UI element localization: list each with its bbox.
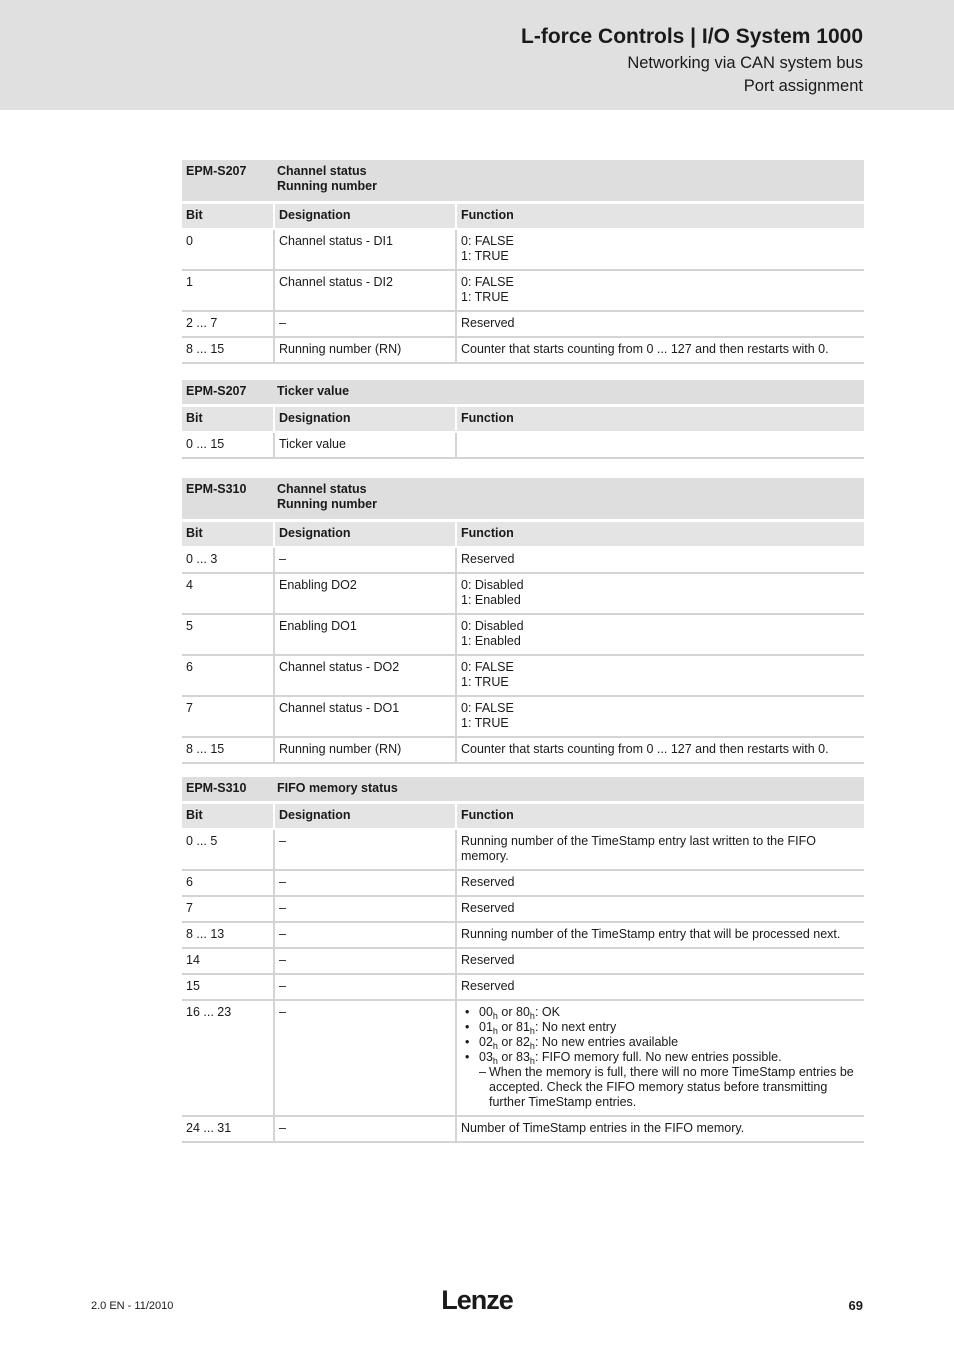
cell-designation: – [273, 897, 455, 923]
cell-function [455, 697, 864, 738]
table-row [182, 615, 864, 656]
cell-bit: 8 ... 15 [182, 738, 273, 764]
table-title-row [182, 478, 864, 522]
cell-designation: Channel status - DO1 [273, 697, 455, 738]
document-title: L-force Controls | I/O System 1000 [521, 25, 863, 48]
cell-function [455, 574, 864, 615]
cell-function [455, 271, 864, 312]
cell-function: Reserved [455, 312, 864, 338]
cell-bit: 14 [182, 949, 273, 975]
cell-bit: 0 [182, 230, 273, 271]
cell-bit: 5 [182, 615, 273, 656]
table-header-row [182, 204, 864, 230]
or-word: or [501, 1020, 513, 1034]
col-header-bit: Bit [182, 407, 273, 433]
section-title: Port assignment [743, 77, 863, 95]
table-caption: FIFO memory status [273, 777, 864, 804]
cell-bit: 7 [182, 897, 273, 923]
cell-designation: Channel status - DI2 [273, 271, 455, 312]
col-header-function: Function [455, 804, 864, 830]
hex-suffix: h [492, 1056, 498, 1066]
function-line: 0: FALSE [461, 234, 514, 248]
cell-function [455, 230, 864, 271]
hex-suffix: h [529, 1011, 535, 1021]
table-row [182, 548, 864, 574]
function-line: 1: TRUE [461, 290, 509, 304]
table-caption [273, 160, 864, 204]
table-row [182, 1001, 864, 1117]
col-header-designation: Designation [273, 407, 455, 433]
col-header-bit: Bit [182, 204, 273, 230]
hex-code: 81 [516, 1020, 530, 1034]
hex-suffix: h [529, 1026, 535, 1036]
col-header-bit: Bit [182, 804, 273, 830]
table-row [182, 923, 864, 949]
col-header-designation: Designation [273, 804, 455, 830]
table-epm-s207-channel-status [182, 160, 864, 364]
table-row [182, 656, 864, 697]
cell-designation: Enabling DO1 [273, 615, 455, 656]
function-line: 1: TRUE [461, 249, 509, 263]
cell-designation: – [273, 975, 455, 1001]
cell-designation: Running number (RN) [273, 338, 455, 364]
hex-suffix: h [529, 1056, 535, 1066]
table-row [182, 433, 864, 459]
code-meaning: : OK [534, 1005, 560, 1019]
version-label: 2.0 EN - 11/2010 [91, 1300, 174, 1312]
cell-designation: – [273, 949, 455, 975]
function-line: 0: Disabled [461, 578, 524, 592]
table-id: EPM-S207 [182, 160, 273, 204]
table-title-row [182, 380, 864, 407]
cell-designation: – [273, 548, 455, 574]
hex-code: 03 [479, 1050, 493, 1064]
cell-bit: 0 ... 5 [182, 830, 273, 871]
list-item [461, 1035, 860, 1050]
cell-function: Reserved [455, 548, 864, 574]
table-title-row [182, 777, 864, 804]
col-header-function: Function [455, 522, 864, 548]
hex-suffix: h [529, 1041, 535, 1051]
caption-line: Running number [277, 179, 377, 193]
table-row [182, 830, 864, 871]
cell-designation: – [273, 1117, 455, 1143]
cell-function: Reserved [455, 975, 864, 1001]
cell-designation: – [273, 1001, 455, 1117]
col-header-function: Function [455, 407, 864, 433]
cell-function [455, 615, 864, 656]
cell-function: Running number of the TimeStamp entry last written to the FIFO memory. [455, 830, 864, 871]
cell-bit: 8 ... 13 [182, 923, 273, 949]
table-title-row [182, 160, 864, 204]
logo-wordmark: Lenze [441, 1285, 513, 1315]
cell-function: Reserved [455, 949, 864, 975]
page-number: 69 [848, 1298, 863, 1313]
list-item [461, 1020, 860, 1035]
or-word: or [501, 1035, 513, 1049]
cell-function: Number of TimeStamp entries in the FIFO memory. [455, 1117, 864, 1143]
cell-designation: Ticker value [273, 433, 455, 459]
page-header [0, 0, 954, 110]
code-meaning: : No new entries available [534, 1035, 679, 1049]
table-row [182, 697, 864, 738]
cell-function [455, 656, 864, 697]
cell-function [455, 433, 864, 459]
hex-code: 01 [479, 1020, 493, 1034]
caption-line: Running number [277, 497, 377, 511]
function-line: 1: Enabled [461, 593, 521, 607]
table-header-row [182, 804, 864, 830]
hex-suffix: h [492, 1011, 498, 1021]
function-line: 1: TRUE [461, 675, 509, 689]
table-row [182, 312, 864, 338]
list-item [461, 1005, 860, 1020]
cell-function [455, 1001, 864, 1117]
function-line: 0: FALSE [461, 660, 514, 674]
cell-bit: 24 ... 31 [182, 1117, 273, 1143]
cell-bit: 6 [182, 871, 273, 897]
hex-suffix: h [492, 1041, 498, 1051]
table-id: EPM-S207 [182, 380, 273, 407]
hex-code: 83 [516, 1050, 530, 1064]
col-header-designation: Designation [273, 204, 455, 230]
cell-bit: 6 [182, 656, 273, 697]
col-header-designation: Designation [273, 522, 455, 548]
cell-function: Reserved [455, 897, 864, 923]
table-row [182, 738, 864, 764]
hex-code: 00 [479, 1005, 493, 1019]
hex-code: 80 [516, 1005, 530, 1019]
table-row [182, 230, 864, 271]
code-meaning: : FIFO memory full. No new entries possible. [534, 1050, 782, 1064]
function-line: 1: Enabled [461, 634, 521, 648]
cell-bit: 8 ... 15 [182, 338, 273, 364]
cell-designation: – [273, 830, 455, 871]
table-row [182, 975, 864, 1001]
caption-line: Channel status [277, 482, 367, 496]
table-caption [273, 478, 864, 522]
col-header-function: Function [455, 204, 864, 230]
table-epm-s310-fifo-memory-status [182, 777, 864, 1143]
hex-code: 02 [479, 1035, 493, 1049]
cell-bit: 4 [182, 574, 273, 615]
cell-designation: – [273, 923, 455, 949]
caption-line: Channel status [277, 164, 367, 178]
list-item [461, 1050, 860, 1065]
function-line: 1: TRUE [461, 716, 509, 730]
table-header-row [182, 522, 864, 548]
cell-designation: Channel status - DO2 [273, 656, 455, 697]
lenze-logo [438, 1285, 516, 1315]
cell-bit: 0 ... 3 [182, 548, 273, 574]
table-id: EPM-S310 [182, 478, 273, 522]
cell-function: Counter that starts counting from 0 ... 127 and then restarts with 0. [455, 738, 864, 764]
or-word: or [501, 1005, 513, 1019]
code-meaning: : No next entry [534, 1020, 617, 1034]
table-row [182, 897, 864, 923]
dash-marker: – [479, 1065, 486, 1079]
hex-code: 82 [516, 1035, 530, 1049]
cell-bit: 1 [182, 271, 273, 312]
hex-suffix: h [492, 1026, 498, 1036]
status-code-list [461, 1005, 860, 1065]
cell-designation: Running number (RN) [273, 738, 455, 764]
cell-designation: – [273, 312, 455, 338]
table-row [182, 338, 864, 364]
col-header-bit: Bit [182, 522, 273, 548]
cell-designation: Channel status - DI1 [273, 230, 455, 271]
cell-bit: 16 ... 23 [182, 1001, 273, 1117]
note-text: When the memory is full, there will no more TimeStamp entries be accepted. Check the FIFO memory status before transmitting further TimeStamp entries. [489, 1065, 854, 1109]
table-id: EPM-S310 [182, 777, 273, 804]
cell-function: Counter that starts counting from 0 ... 127 and then restarts with 0. [455, 338, 864, 364]
table-caption: Ticker value [273, 380, 864, 407]
table-row [182, 1117, 864, 1143]
cell-function: Running number of the TimeStamp entry that will be processed next. [455, 923, 864, 949]
cell-bit: 15 [182, 975, 273, 1001]
function-line: 0: FALSE [461, 701, 514, 715]
or-word: or [501, 1050, 513, 1064]
function-line: 0: Disabled [461, 619, 524, 633]
table-row [182, 271, 864, 312]
cell-bit: 0 ... 15 [182, 433, 273, 459]
table-row [182, 871, 864, 897]
table-epm-s310-channel-status [182, 478, 864, 764]
chapter-title: Networking via CAN system bus [627, 54, 863, 72]
cell-designation: – [273, 871, 455, 897]
table-row [182, 949, 864, 975]
memory-full-note [461, 1065, 860, 1110]
table-row [182, 574, 864, 615]
cell-function: Reserved [455, 871, 864, 897]
function-line: 0: FALSE [461, 275, 514, 289]
table-epm-s207-ticker-value [182, 380, 864, 459]
table-header-row [182, 407, 864, 433]
cell-designation: Enabling DO2 [273, 574, 455, 615]
cell-bit: 7 [182, 697, 273, 738]
cell-bit: 2 ... 7 [182, 312, 273, 338]
